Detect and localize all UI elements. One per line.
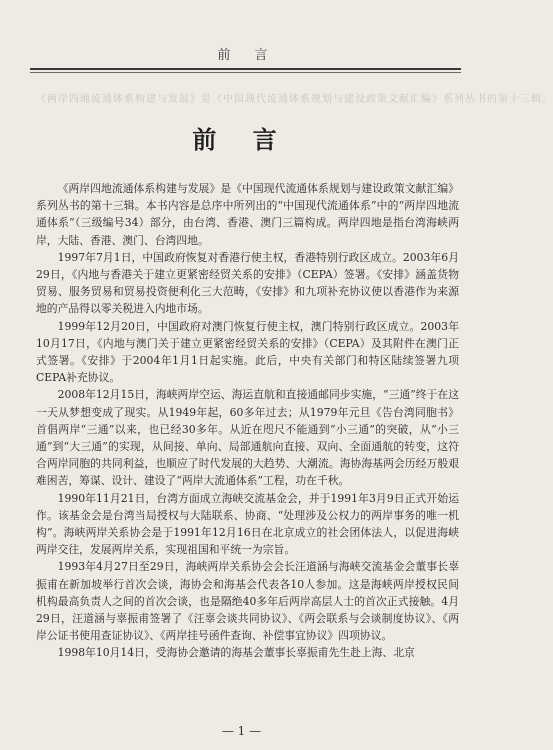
paragraph: 1998年10月14日，受海协会邀请的海基会董事长辜振甫先生赴上海、北京 [57,646,415,660]
paragraph: 1990年11月21日，台湾方面成立海峡交流基金会，并于1991年3月9日正式开始运作。该基金会是台湾当局授权与大陆联系、协商、“处理涉及公权力的两岸事务的唯一机构”。海峡两岸关系协会是于1991年12月16日在北京成立的社会团体法人，以促进海峡两岸交往，发展两岸关系，实现祖国和平统一为宗旨。 [36,491,459,557]
paragraph: 1993年4月27日至29日，海峡两岸关系协会会长汪道涵与海峡交流基金会董事长辜振甫在新加坡举行首次会谈，海协会和海基会代表各10人参加。这是海峡两岸授权民间机构最高负责人之间的首次会谈，也是隔绝40多年后两岸高层人士的首次正式接触。4月29日，汪道涵与辜振甫签署了《汪辜会谈共同协议》、《两会联系与会谈制度协议》、《两岸公证书使用查证协议》、《两岸挂号函件查询、补偿事宜协议》四项协议。 [36,560,459,643]
page-title: 前 言 [192,125,291,154]
paragraph: 1997年7月1日，中国政府恢复对香港行使主权，香港特别行政区成立。2003年6月29日，《内地与香港关于建立更紧密经贸关系的安排》（CEPA）签署。《安排》涵盖货物贸易、服务贸易和贸易投资便利化三大范畴，《安排》和九项补充协议使以香港作为来源地的产品得以零关税进入内地市场。 [36,250,459,316]
body-text [36,180,459,662]
page-number: — 1 — [221,724,262,738]
running-header: 前 言 [217,48,278,63]
paragraph: 《两岸四地流通体系构建与发展》是《中国现代流通体系规划与建设政策文献汇编》系列丛书的第十三辑。本书内容是总序中所列出的“中国现代流通体系”中的“两岸四地流通体系”（三级编号34）部分，由台湾、香港、澳门三篇构成。两岸四地是指台湾海峡两岸，大陆、香港、澳门、台湾四地。 [36,182,459,247]
show-through-text: 《两岸四地流通体系构建与发展》是《中国现代流通体系规划与建设政策文献汇编》系列丛书的第十三辑。 [36,94,553,105]
paragraph: 1999年12月20日，中国政府对澳门恢复行使主权，澳门特别行政区成立。2003年10月17日，《内地与澳门关于建立更紧密经贸关系的安排》（CEPA）及其附件在澳门正式签署。《安排》于2004年1月1日起实施。此后，中央有关部门和特区陆续签署九项CEPA补充协议。 [36,319,459,385]
header-rule-thin [30,72,461,73]
paragraph: 2008年12月15日，海峡两岸空运、海运直航和直接通邮同步实施，“三通”终于在这一天从梦想变成了现实。从1949年起，60多年过去；从1979年元旦《告台湾同胞书》首倡两岸“三通”以来，也已经30多年。从近在咫尺不能通到“小三通”的突破，从“小三通”到“大三通”的实现，从间接、单向、局部通航向直接、双向、全面通航的转变，这符合两岸同胞的共同利益，也顺应了时代发展的大趋势、大潮流。海协海基两会历经万般艰难困苦，筹谋、设计、建设了“两岸大流通体系”工程，功在千秋。 [36,388,459,488]
header-rule [30,68,461,70]
